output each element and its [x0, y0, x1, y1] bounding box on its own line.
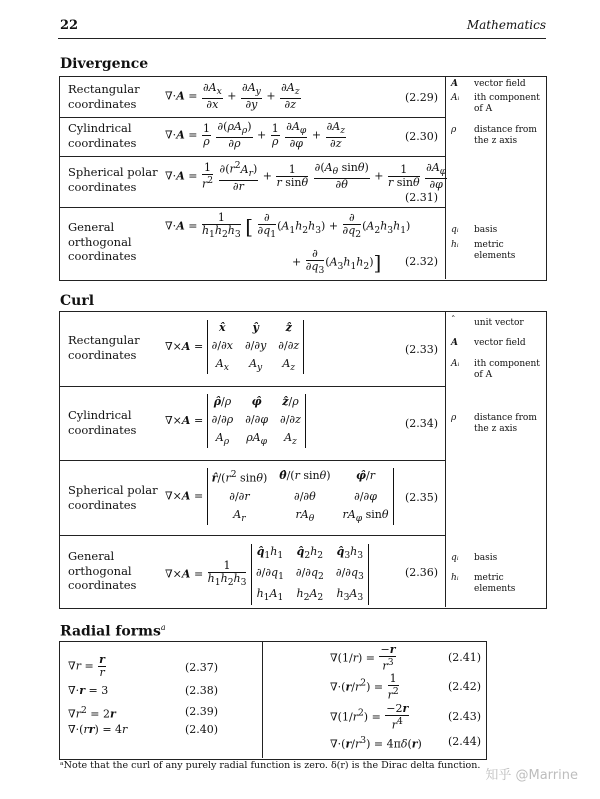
- equation-number: (2.31): [405, 191, 439, 204]
- radial-forms-title-footnote-mark: a: [160, 623, 166, 632]
- radial-forms-table: [59, 641, 487, 760]
- equation-number: (2.37): [185, 661, 219, 674]
- equation-number: (2.35): [405, 491, 439, 504]
- note-symbol: qᵢ: [451, 225, 459, 235]
- radial-forms-divider: [262, 641, 263, 758]
- curl-row-label: Spherical polar coordinates: [68, 483, 158, 512]
- note-text: metric elements: [474, 240, 516, 261]
- note-text: unit vector: [474, 318, 524, 328]
- chapter-title: Mathematics: [466, 18, 546, 32]
- note-text: distance from the z axis: [474, 125, 537, 146]
- radial-equation: $\nabla(1/r^2)$ = $\frac{-2r}{r^4}$: [330, 702, 409, 732]
- note-text: distance from the z axis: [474, 413, 537, 434]
- equation-number: (2.36): [405, 566, 439, 579]
- radial-equation: ∇(1/r) = $\frac{-r}{r^3}$: [330, 643, 396, 673]
- note-symbol: qᵢ: [451, 553, 459, 563]
- divergence-row-divider: [59, 207, 445, 208]
- equation-number: (2.44): [448, 735, 482, 748]
- equation-number: (2.42): [448, 680, 482, 693]
- divergence-rectangular-equation: ∇·A = $\frac{\partial A_x}{\partial x}$ + $\frac{\partial A_y}{\partial y}$ + $\frac{\partial A_z}{\partial z}$: [165, 81, 300, 112]
- equation-number: (2.29): [405, 91, 439, 104]
- equation-number: (2.33): [405, 343, 439, 356]
- curl-title: Curl: [60, 293, 95, 309]
- curl-general-equation: ∇×A = $\frac{1}{h_1h_2h_3}$ $q̂_1h_1$ $q̂_2h_2$ $q̂_3h_3$ $\partial/\partial q_1$ $\partial/\partial q_2$ $\partial/\partial q_3$ $h_1A_1$ $h_2A_2$ $h_3A_3$: [165, 544, 369, 605]
- note-symbol: ˆ: [451, 316, 456, 326]
- note-symbol: hᵢ: [451, 573, 459, 583]
- equation-number: (2.30): [405, 130, 439, 143]
- curl-row-divider: [59, 460, 445, 461]
- equation-number: (2.43): [448, 710, 482, 723]
- radial-forms-footnote: ᵃNote that the curl of any purely radial function is zero. δ(r) is the Dirac delta function.: [60, 760, 481, 771]
- divergence-row-label: Rectangular coordinates: [68, 82, 140, 111]
- curl-note-divider: [445, 311, 446, 607]
- equation-number: (2.41): [448, 651, 482, 664]
- page-number: 22: [60, 18, 79, 33]
- curl-spherical-equation: ∇×A = $r̂/(r^2$ sinθ) θ̂/(r sinθ) φ̂/r ∂/∂r ∂/∂θ ∂/∂φ $A_r$ $rA_\theta$ $rA_\varphi$ sinθ: [165, 468, 394, 525]
- radial-equation: ∇·(rr) = 4r: [68, 723, 128, 736]
- curl-row-label: Cylindrical coordinates: [68, 408, 137, 437]
- note-symbol: Aᵢ: [451, 359, 460, 369]
- note-text: metric elements: [474, 573, 516, 594]
- note-symbol: ρ: [451, 125, 457, 135]
- equation-number: (2.39): [185, 705, 219, 718]
- radial-equation: ∇·r = 3: [68, 684, 109, 697]
- curl-rectangular-equation: ∇×A = x̂ ŷ ẑ ∂/∂x ∂/∂y ∂/∂z $A_x$ $A_y$ $A_z$: [165, 320, 304, 374]
- curl-row-label: Rectangular coordinates: [68, 333, 140, 362]
- equation-number: (2.32): [405, 255, 439, 268]
- note-text: basis: [474, 225, 498, 235]
- note-symbol: A: [451, 79, 458, 89]
- equation-number: (2.38): [185, 684, 219, 697]
- note-text: vector field: [474, 79, 526, 89]
- divergence-row-label: Cylindrical coordinates: [68, 121, 137, 150]
- divergence-cylindrical-equation: ∇·A = $\frac{1}{\rho}$ $\frac{\partial(\rho A_\rho)}{\partial\rho}$ + $\frac{1}{\rho}$ $\frac{\partial A_\varphi}{\partial\varphi}$ + $\frac{\partial A_z}{\partial z}$: [165, 120, 346, 151]
- divergence-title: Divergence: [60, 56, 149, 72]
- divergence-row-divider: [59, 156, 445, 157]
- radial-equation: $\nabla\cdot(r/r^2)$ = $\frac{1}{r^2}$: [330, 672, 399, 702]
- divergence-general-equation: ∇·A = $\frac{1}{h_1h_2h_3}$ [ $\frac{\partial}{\partial q_1}$ $(A_1h_2h_3)$ + $\frac{\partial}{\partial q_2}$ $(A_2h_3h_1)$: [165, 211, 411, 241]
- note-symbol: A: [451, 338, 458, 348]
- divergence-row-label: Spherical polar coordinates: [68, 165, 158, 194]
- note-text: basis: [474, 553, 498, 563]
- radial-equation: $\nabla r^2 = 2r$: [68, 705, 116, 721]
- note-text: ith component of A: [474, 359, 540, 380]
- note-text: ith component of A: [474, 93, 540, 114]
- curl-row-label: General orthogonal coordinates: [68, 549, 137, 592]
- note-symbol: hᵢ: [451, 240, 459, 250]
- divergence-spherical-equation: ∇·A = $\frac{1}{r^2}$ $\frac{\partial(r^2A_r)}{\partial r}$ + $\frac{1}{\text{r sinθ}}$ $\frac{\partial(A_\theta \sin\theta)}{\partial\theta}$ + $\frac{1}{\text{r sinθ}}$ $\frac{\partial A_\varphi}{\partial\varphi}$: [165, 160, 447, 193]
- equation-number: (2.34): [405, 417, 439, 430]
- note-text: vector field: [474, 338, 526, 348]
- equation-number: (2.40): [185, 723, 219, 736]
- header-rule: [58, 38, 546, 39]
- curl-row-divider: [59, 386, 445, 387]
- radial-equation: $\nabla\cdot(r/r^3) = 4\pi\delta(r)$: [330, 735, 422, 751]
- divergence-row-divider: [59, 117, 445, 118]
- radial-forms-title: [60, 623, 166, 640]
- note-symbol: ρ: [451, 413, 457, 423]
- watermark: 知乎 @Marrine: [485, 768, 578, 783]
- divergence-general-equation-cont: + $\frac{\partial}{\partial q_3}$ $(A_3h_1h_2)$]: [292, 247, 382, 277]
- curl-row-divider: [59, 535, 445, 536]
- curl-cylindrical-equation: ∇×A = ρ̂/ρ φ̂ ẑ/ρ ∂/∂ρ ∂/∂φ ∂/∂z $A_\rho$ $\rho A_\varphi$ $A_z$: [165, 394, 306, 448]
- note-symbol: Aᵢ: [451, 93, 460, 103]
- radial-equation: ∇r = $\frac{r}{r}$: [68, 653, 105, 679]
- radial-forms-title-text: Radial forms: [60, 623, 161, 640]
- divergence-row-label: General orthogonal coordinates: [68, 220, 137, 263]
